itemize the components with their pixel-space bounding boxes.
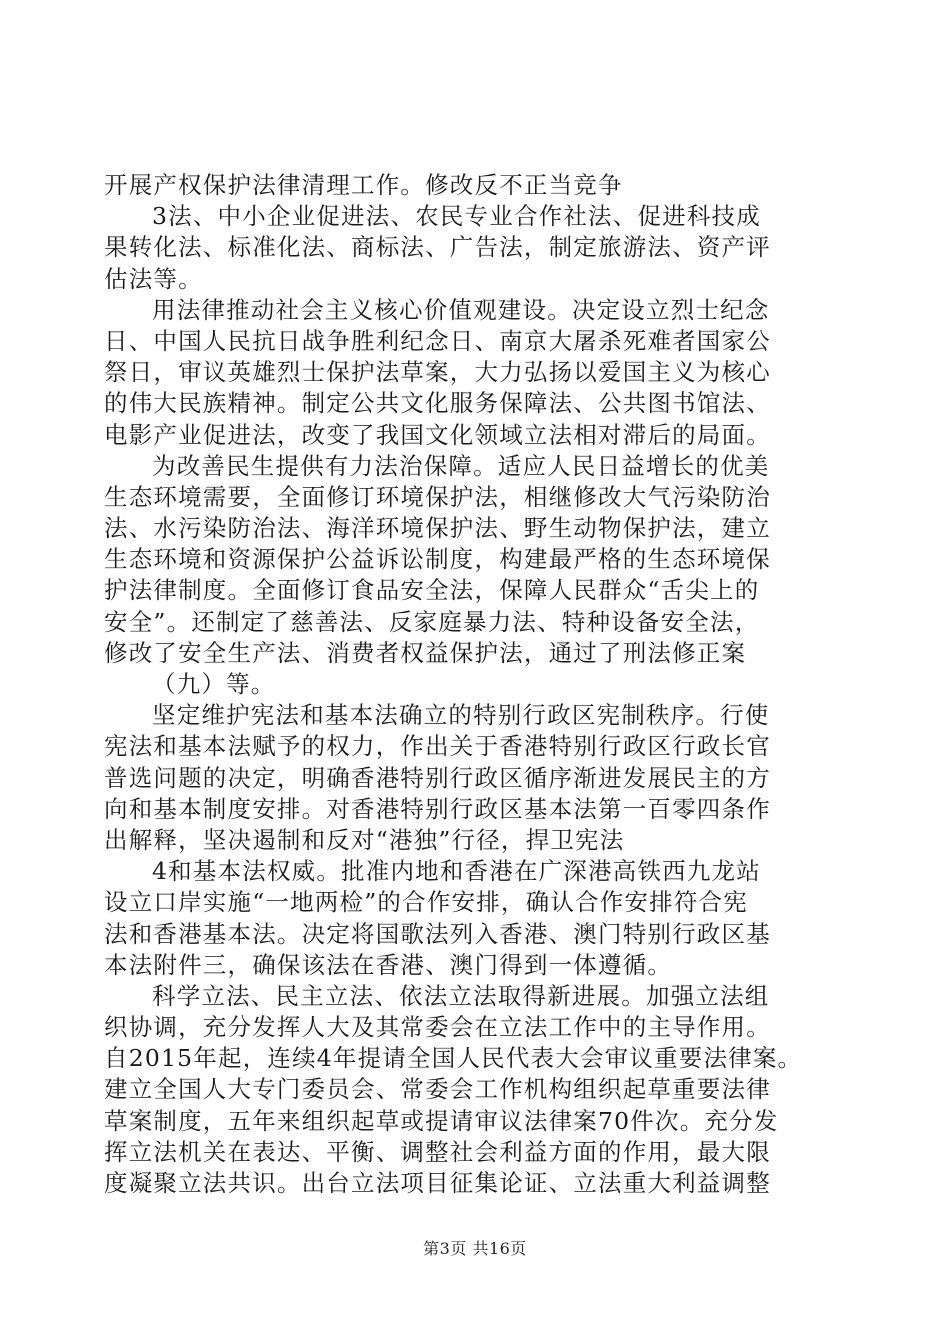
text-line: 度凝聚立法共识。出台立法项目征集论证、立法重大利益调整 — [104, 1169, 771, 1197]
text-line: 4和基本法权威。批准内地和香港在广深港高铁西九龙站 — [152, 857, 761, 886]
text-line: 3法、中小企业促进法、农民专业合作社法、促进科技成 — [152, 202, 761, 231]
text-line: 修改了安全生产法、消费者权益保护法，通过了刑法修正案 — [104, 638, 747, 667]
text-line: 安全”。还制定了慈善法、反家庭暴力法、特种设备安全法， — [104, 607, 760, 636]
text-line: 向和基本制度安排。对香港特别行政区基本法第一百零四条作 — [104, 794, 771, 823]
text-line: 织协调，充分发挥人大及其常委会在立法工作中的主导作用。 — [104, 1013, 771, 1042]
text-line: 的伟大民族精神。制定公共文化服务保障法、公共图书馆法、 — [104, 389, 771, 418]
text-line: 出解释，坚决遏制和反对“港独”行径，捍卫宪法 — [104, 825, 625, 854]
text-line: 法、水污染防治法、海洋环境保护法、野生动物保护法，建立 — [104, 514, 771, 543]
text-line: 护法律制度。全面修订食品安全法，保障人民群众“舌尖上的 — [104, 576, 760, 605]
text-line: 草案制度，五年来组织起草或提请审议法律案70件次。充分发 — [104, 1106, 779, 1135]
text-line: 电影产业促进法，改变了我国文化领域立法相对滞后的局面。 — [104, 420, 771, 449]
text-line: 科学立法、民主立法、依法立法取得新进展。加强立法组 — [152, 981, 770, 1010]
page-footer: 第3页 共16页 — [423, 1239, 527, 1258]
text-line: 祭日，审议英雄烈士保护法草案，大力弘扬以爱国主义为核心 — [104, 358, 771, 387]
text-line: 生态环境和资源保护公益诉讼制度，构建最严格的生态环境保 — [104, 545, 771, 574]
text-line: 自2015年起，连续4年提请全国人民代表大会审议重要法律案。 — [104, 1044, 803, 1073]
text-line: 开展产权保护法律清理工作。修改反不正当竞争 — [104, 171, 623, 199]
text-line: 日、中国人民抗日战争胜利纪念日、南京大屠杀死难者国家公 — [104, 326, 771, 355]
text-line: 普选问题的决定，明确香港特别行政区循序渐进发展民主的方 — [104, 763, 771, 792]
text-line: （九）等。 — [152, 670, 276, 698]
text-line: 坚定维护宪法和基本法确立的特别行政区宪制秩序。行使 — [152, 701, 770, 730]
text-line: 为改善民生提供有力法治保障。适应人民日益增长的优美 — [152, 451, 770, 480]
text-line: 设立口岸实施“一地两检”的合作安排，确认合作安排符合宪 — [104, 888, 748, 917]
document-body — [104, 170, 844, 1199]
text-line: 用法律推动社会主义核心价值观建设。决定设立烈士纪念 — [152, 295, 770, 324]
text-line: 建立全国人大专门委员会、常委会工作机构组织起草重要法律 — [104, 1075, 771, 1104]
text-line: 生态环境需要，全面修订环境保护法，相继修改大气污染防治 — [104, 482, 771, 511]
text-line: 估法等。 — [104, 264, 203, 293]
text-line: 果转化法、标准化法、商标法、广告法，制定旅游法、资产评 — [104, 233, 771, 262]
text-line: 法和香港基本法。决定将国歌法列入香港、澳门特别行政区基 — [104, 919, 771, 948]
text-line: 挥立法机关在表达、平衡、调整社会利益方面的作用，最大限 — [104, 1137, 771, 1166]
text-line: 宪法和基本法赋予的权力，作出关于香港特别行政区行政长官 — [104, 732, 771, 761]
text-line: 本法附件三，确保该法在香港、澳门得到一体遵循。 — [104, 950, 673, 979]
